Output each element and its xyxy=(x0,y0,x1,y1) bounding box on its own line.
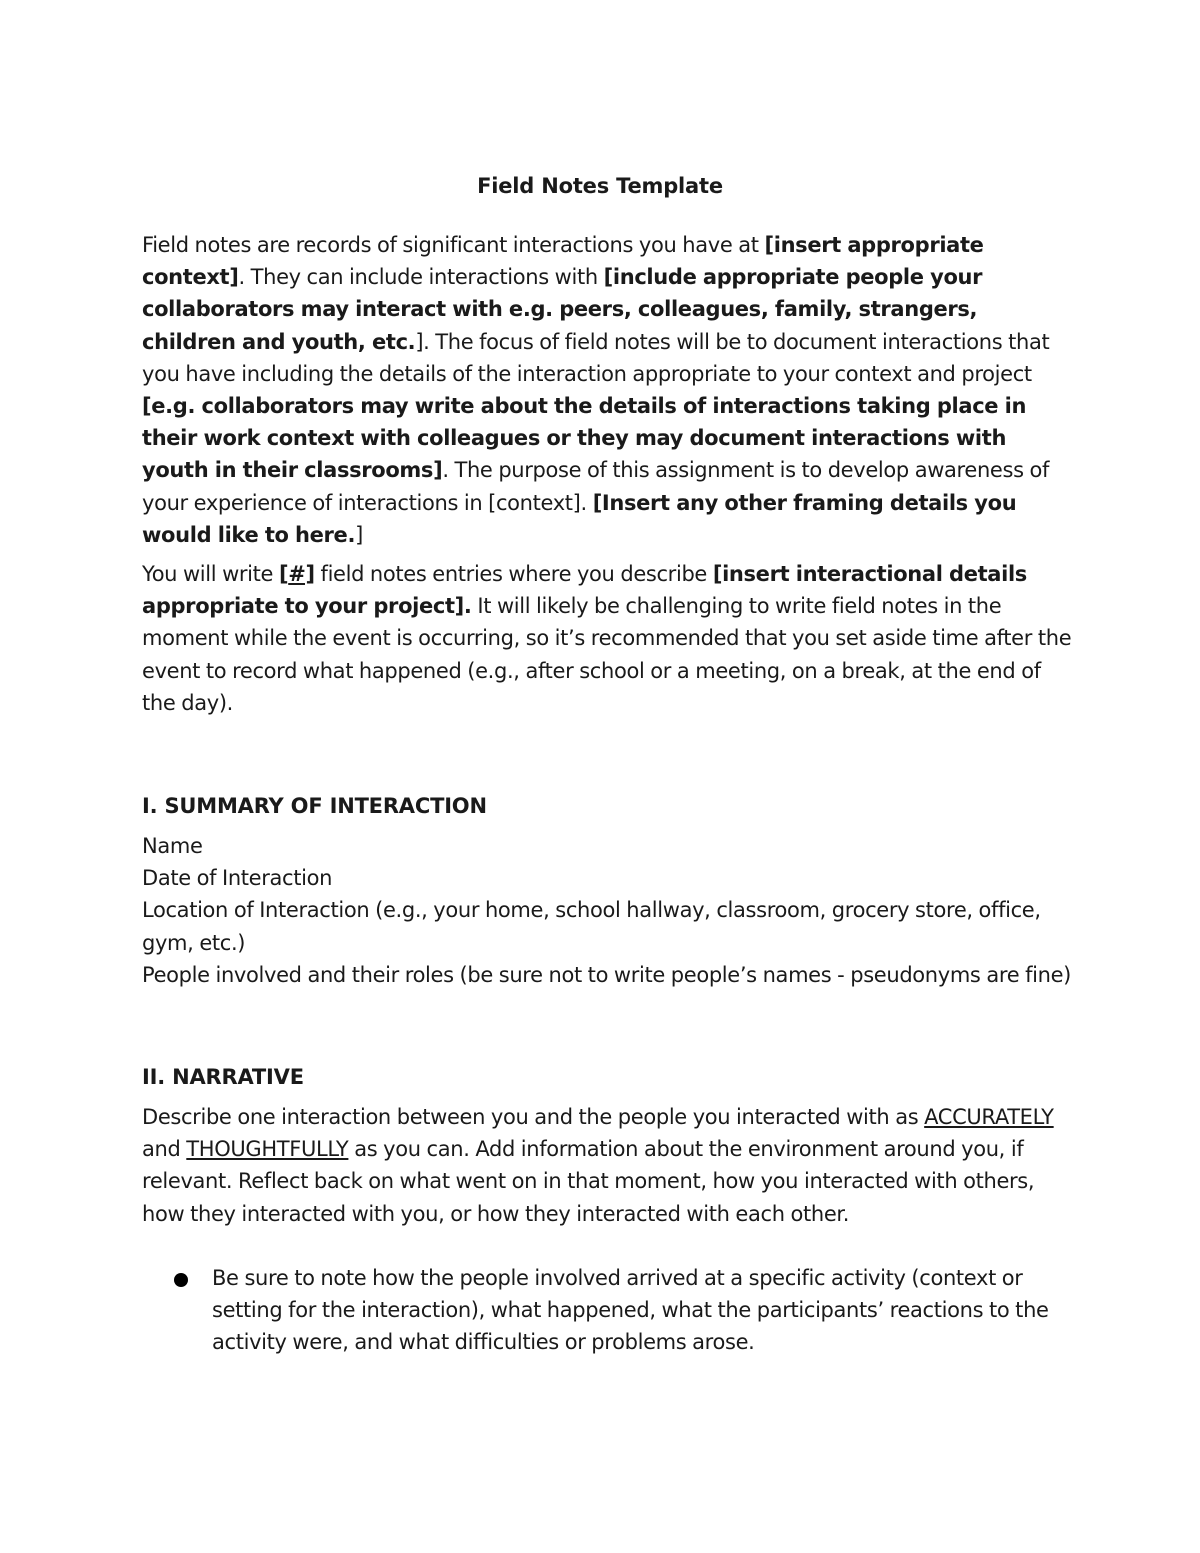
field-location: Location of Interaction (e.g., your home, school hallway, classroom, grocery store, office, gym, etc.) xyxy=(142,898,1041,955)
instructions-text: You will write xyxy=(142,562,279,586)
count-placeholder: #] xyxy=(288,562,315,586)
bracket-open: [ xyxy=(278,562,289,586)
intro-placeholder-context: [insert appropriate context] xyxy=(142,233,984,290)
narrative-text: as you can. Add information about the environment around you, if relevant. Reflect back on what went on in that moment, how you interacted with others, how they interacted with you, or how they interacted with each other. xyxy=(142,1137,1035,1226)
bullet-icon xyxy=(174,1273,188,1287)
narrative-text: Describe one interaction between you and the people you interacted with as xyxy=(142,1105,925,1129)
field-name: Name xyxy=(142,834,203,858)
narrative-emphasis-thoughtfully: THOUGHTFULLY xyxy=(186,1137,349,1162)
intro-paragraph xyxy=(142,229,1072,551)
instructions-text: It will likely be challenging to write field notes in the moment while the event is occurring, so it’s recommended that you set aside time after the event to record what happened (e.g., after school or a meeting, on a break, at the end of the day). xyxy=(142,594,1072,715)
section-heading-narrative: II. NARRATIVE xyxy=(142,1065,304,1089)
instructions-placeholder-details: [insert interactional details appropriate to your project]. xyxy=(142,562,1027,619)
intro-text: . They can include interactions with xyxy=(238,265,604,290)
instructions-placeholder-count xyxy=(279,562,315,586)
intro-placeholder-framing: [Insert any other framing details you would like to here. xyxy=(142,490,1017,547)
intro-placeholder-people: [include appropriate people your collaborators may interact with e.g. peers, colleagues, family, strangers, children and youth, etc. xyxy=(142,265,983,354)
field-date: Date of Interaction xyxy=(142,866,333,891)
section-heading-summary: I. SUMMARY OF INTERACTION xyxy=(142,794,487,818)
intro-text: ]. The focus of field notes will be to document interactions that you have including the details of the interaction appropriate to your context and project xyxy=(142,329,1050,386)
intro-text: Field notes are records of significant interactions you have at xyxy=(142,233,765,257)
document-title: Field Notes Template xyxy=(477,174,723,198)
instructions-text: field notes entries where you describe xyxy=(314,562,713,586)
narrative-emphasis-accurately: ACCURATELY xyxy=(924,1105,1054,1129)
narrative-text: and xyxy=(142,1137,187,1162)
instructions-paragraph xyxy=(142,558,1072,719)
bullet-text: Be sure to note how the people involved arrived at a specific activity (context or setting for the interaction), what happened, what the participants’ reactions to the activity were, and what difficulties or problems arose. xyxy=(212,1266,1049,1355)
narrative-paragraph xyxy=(142,1101,1072,1230)
intro-text: . The purpose of this assignment is to develop awareness of your experience of interactions in [context]. xyxy=(142,458,1050,515)
intro-placeholder-example: [e.g. collaborators may write about the details of interactions taking place in their work context with colleagues or they may document interactions with youth in their classrooms] xyxy=(142,394,1027,483)
intro-text: ] xyxy=(355,522,363,547)
field-people: People involved and their roles (be sure not to write people’s names - pseudonyms are fine) xyxy=(142,962,1071,987)
summary-fields xyxy=(142,830,1072,991)
